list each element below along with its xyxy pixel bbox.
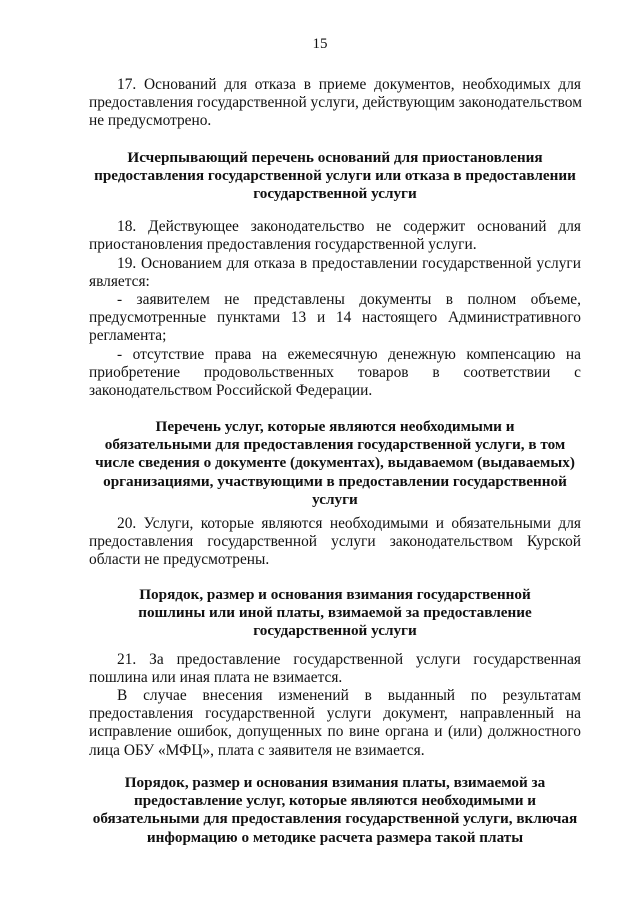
paragraph-line: 19. Основанием для отказа в предоставлении государственной услуги bbox=[117, 255, 581, 272]
section-heading-state-duty bbox=[89, 586, 581, 641]
list-item-documents bbox=[89, 291, 581, 346]
paragraph-line: лица ОБУ «МФЦ», плата с заявителя не взимается. bbox=[89, 741, 425, 759]
page-number: 15 bbox=[312, 36, 328, 52]
paragraph-18 bbox=[89, 218, 581, 254]
heading-line: услуги bbox=[312, 490, 358, 508]
paragraph-line: В случае внесения изменений в выданный по результатам bbox=[117, 687, 581, 704]
heading-line: государственной услуги bbox=[253, 185, 417, 203]
heading-line: обязательными для предоставления государственной услуги, включая bbox=[92, 810, 578, 828]
section-heading-suspension bbox=[89, 149, 581, 204]
paragraph-line: 20. Услуги, которые являются необходимыми и обязательными для bbox=[117, 515, 581, 532]
heading-line: информацию о методике расчета размера такой платы bbox=[146, 828, 524, 846]
paragraph-line: области не предусмотрены. bbox=[89, 551, 270, 569]
paragraph-21-changes bbox=[89, 687, 581, 760]
section-heading-services bbox=[89, 418, 581, 509]
paragraph-line: 21. За предоставление государственной услуги государственная bbox=[117, 651, 581, 668]
paragraph-line: предоставления государственной услуги документ, направленный на bbox=[89, 705, 581, 723]
paragraph-19 bbox=[89, 255, 581, 291]
heading-line: Исчерпывающий перечень оснований для приостановления bbox=[127, 149, 543, 166]
paragraph-line: 17. Оснований для отказа в приеме документов, необходимых для bbox=[117, 76, 581, 93]
heading-line: предоставления государственной услуги или отказа в предоставлении bbox=[94, 167, 576, 185]
paragraph-line: предоставления государственной услуги законодательством Курской bbox=[89, 533, 581, 551]
heading-line: пошлины или иной платы, взимаемой за предоставление bbox=[138, 604, 532, 622]
paragraph-line: является: bbox=[89, 273, 150, 291]
heading-line: числе сведения о документе (документах), выдаваемом (выдаваемых) bbox=[95, 454, 575, 472]
paragraph-line: - отсутствие права на ежемесячную денежную компенсацию на bbox=[117, 346, 581, 363]
list-item-right bbox=[89, 346, 581, 401]
heading-line: предоставление услуг, которые являются необходимыми и bbox=[133, 792, 536, 810]
paragraph-line: предусмотренные пунктами 13 и 14 настоящего Административного bbox=[89, 309, 581, 327]
heading-line: Порядок, размер и основания взимания государственной bbox=[139, 586, 531, 603]
paragraph-17 bbox=[89, 76, 581, 131]
paragraph-line: 18. Действующее законодательство не содержит оснований для bbox=[117, 218, 581, 235]
paragraph-line: приобретение продовольственных товаров в соответствии с bbox=[89, 364, 581, 382]
paragraph-line: регламента; bbox=[89, 327, 167, 345]
paragraph-line: исправление ошибок, допущенных по вине органа и (или) должностного bbox=[89, 723, 581, 741]
paragraph-line: - заявителем не представлены документы в полном объеме, bbox=[117, 291, 581, 308]
heading-line: организациями, участвующими в предоставлении государственной bbox=[103, 472, 567, 490]
paragraph-20 bbox=[89, 515, 581, 570]
paragraph-21 bbox=[89, 651, 581, 687]
heading-line: Перечень услуг, которые являются необходимыми и bbox=[155, 418, 515, 435]
paragraph-line: законодательством Российской Федерации. bbox=[89, 382, 373, 400]
paragraph-line: приостановления предоставления государственной услуги. bbox=[89, 236, 477, 254]
heading-line: государственной услуги bbox=[253, 622, 417, 640]
heading-line: Порядок, размер и основания взимания платы, взимаемой за bbox=[124, 774, 546, 791]
paragraph-line: пошлина или иная плата не взимается. bbox=[89, 669, 343, 687]
paragraph-line: не предусмотрено. bbox=[89, 112, 212, 130]
paragraph-line: предоставления государственной услуги, действующим законодательством bbox=[89, 94, 582, 112]
heading-line: обязательными для предоставления государственной услуги, в том bbox=[104, 436, 566, 454]
section-heading-fees bbox=[89, 774, 581, 847]
